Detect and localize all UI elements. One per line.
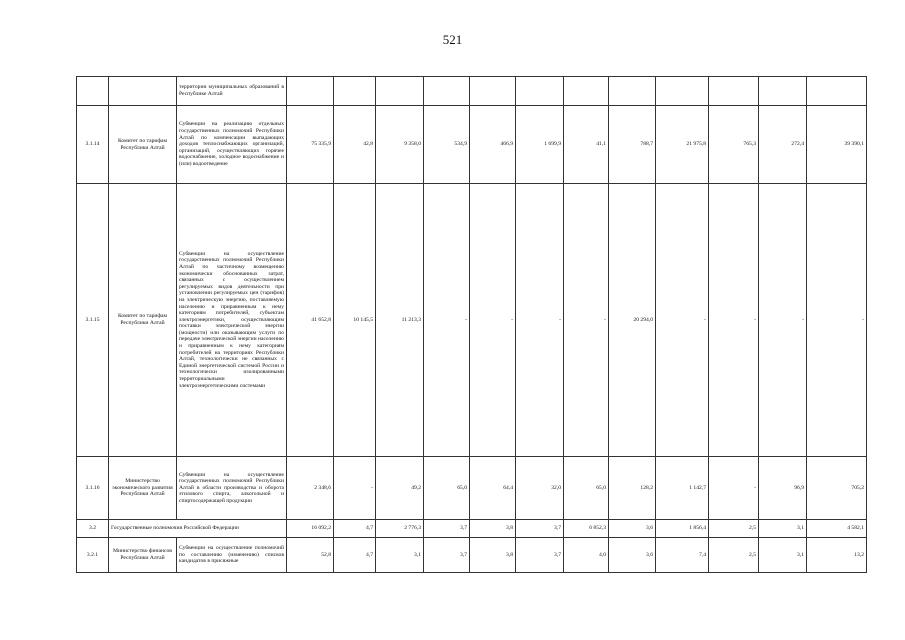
value-cell: 11 213,3 (376, 184, 424, 457)
value-cell: 75 335,9 (287, 106, 334, 184)
value-cell: 10 145,5 (334, 184, 376, 457)
value-cell (709, 77, 759, 106)
value-cell: 1 142,7 (656, 457, 709, 520)
table-row (77, 184, 867, 457)
row-code (77, 77, 109, 106)
value-cell: 1 856,4 (656, 520, 709, 538)
row-section-title: Государственные полномочия Российской Федерации (109, 520, 287, 538)
value-cell (807, 77, 867, 106)
value-cell: 2,5 (709, 520, 759, 538)
value-cell: 3,6 (609, 538, 656, 573)
value-cell: 3,1 (376, 538, 424, 573)
value-cell: 16 092,2 (287, 520, 334, 538)
value-cell: 21 975,8 (656, 106, 709, 184)
value-cell: 534,9 (424, 106, 470, 184)
value-cell: 6 852,3 (564, 520, 609, 538)
value-cell: 42,8 (334, 106, 376, 184)
value-cell: 2,5 (709, 538, 759, 573)
row-organization (109, 77, 177, 106)
value-cell (516, 77, 564, 106)
value-cell: 41 652,8 (287, 184, 334, 457)
value-cell: 4,7 (334, 520, 376, 538)
value-cell: 765,3 (709, 106, 759, 184)
value-cell: 20 294,0 (609, 184, 656, 457)
value-cell: - (807, 184, 867, 457)
value-cell: 3,8 (470, 520, 516, 538)
value-cell: 9 358,0 (376, 106, 424, 184)
row-description: Субвенции на осуществление государственных полномочий Республики Алтай в области производства и оборота этилового спирта, алкогольной и спиртосодержащей продукции (177, 457, 287, 520)
table-row (77, 520, 867, 538)
value-cell: 49,2 (376, 457, 424, 520)
row-code: 3.1.15 (77, 184, 109, 457)
value-cell: 3,1 (759, 520, 807, 538)
value-cell: 96,9 (759, 457, 807, 520)
value-cell: 39 390,1 (807, 106, 867, 184)
value-cell: 4,7 (334, 538, 376, 573)
value-cell: 3,7 (424, 520, 470, 538)
row-organization: Министерство финансов Республики Алтай (109, 538, 177, 573)
row-code: 3.1.14 (77, 106, 109, 184)
row-description: Субвенции на реализацию отдельных государственных полномочий Республики Алтай по компенсации выпадающих доходов теплоснабжающих организаций, организаций, осуществляющих горячее водоснабжение, холодное водоснабжение и (или) водоотведение (177, 106, 287, 184)
page-number: 521 (442, 32, 463, 47)
value-cell (287, 77, 334, 106)
value-cell: 128,2 (609, 457, 656, 520)
value-cell: 65,0 (424, 457, 470, 520)
value-cell: - (564, 184, 609, 457)
value-cell: 64,4 (470, 457, 516, 520)
value-cell: - (334, 457, 376, 520)
value-cell: 32,0 (516, 457, 564, 520)
value-cell: - (656, 184, 709, 457)
value-cell (656, 77, 709, 106)
row-code: 3.2.1 (77, 538, 109, 573)
value-cell: 52,8 (287, 538, 334, 573)
value-cell: 466,9 (470, 106, 516, 184)
value-cell (564, 77, 609, 106)
value-cell: 2 776,3 (376, 520, 424, 538)
value-cell (424, 77, 470, 106)
value-cell: - (709, 184, 759, 457)
value-cell (334, 77, 376, 106)
row-description: Субвенции на осуществление полномочий по составлению (изменению) списков кандидатов в присяжные (177, 538, 287, 573)
table-row (77, 106, 867, 184)
value-cell: 65,0 (564, 457, 609, 520)
table-row (77, 538, 867, 573)
value-cell (376, 77, 424, 106)
table-row (77, 77, 867, 106)
value-cell: - (424, 184, 470, 457)
value-cell: 3,6 (609, 520, 656, 538)
value-cell (470, 77, 516, 106)
value-cell: - (709, 457, 759, 520)
value-cell: 3,7 (424, 538, 470, 573)
value-cell: 4 582,1 (807, 520, 867, 538)
value-cell: 3,7 (516, 538, 564, 573)
table-row (77, 457, 867, 520)
value-cell: 13,2 (807, 538, 867, 573)
value-cell: 788,7 (609, 106, 656, 184)
row-organization: Комитет по тарифам Республики Алтай (109, 184, 177, 457)
value-cell: 3,8 (470, 538, 516, 573)
value-cell: - (759, 184, 807, 457)
value-cell: 1 699,9 (516, 106, 564, 184)
row-organization: Комитет по тарифам Республики Алтай (109, 106, 177, 184)
value-cell: 3,1 (759, 538, 807, 573)
value-cell: 705,2 (807, 457, 867, 520)
row-organization: Министерство экономического развития Республики Алтай (109, 457, 177, 520)
value-cell: 2 348,6 (287, 457, 334, 520)
value-cell: 3,7 (516, 520, 564, 538)
row-code: 3.2 (77, 520, 109, 538)
row-code: 3.1.16 (77, 457, 109, 520)
value-cell: - (516, 184, 564, 457)
value-cell: 272,4 (759, 106, 807, 184)
value-cell: 41,1 (564, 106, 609, 184)
value-cell: 7,4 (656, 538, 709, 573)
row-description: территории муниципальных образований в Республике Алтай (177, 77, 287, 106)
value-cell (759, 77, 807, 106)
value-cell: 4,0 (564, 538, 609, 573)
row-description: Субвенции на осуществление государственных полномочий Республики Алтай по частичному возмещению экономически обоснованных затрат, связанных с осуществлением регулируемых видов деятельности при установлении регулируемых цен (тарифов) на электрическую энергию, поставляемую населению и приравненным к нему категориям потребителей, субъектам электроэнергетики, осуществляющим поставки электрической энергии (мощности) или оказывающим услуги по передаче электрической энергии населению и приравненным к нему категориям потребителей на территориях Республики Алтай, технологически не связанных с Единой энергетической системой России и технологически изолированными территориальными электроэнергетическими системами (177, 184, 287, 457)
budget-table (76, 76, 867, 573)
value-cell (609, 77, 656, 106)
value-cell: - (470, 184, 516, 457)
